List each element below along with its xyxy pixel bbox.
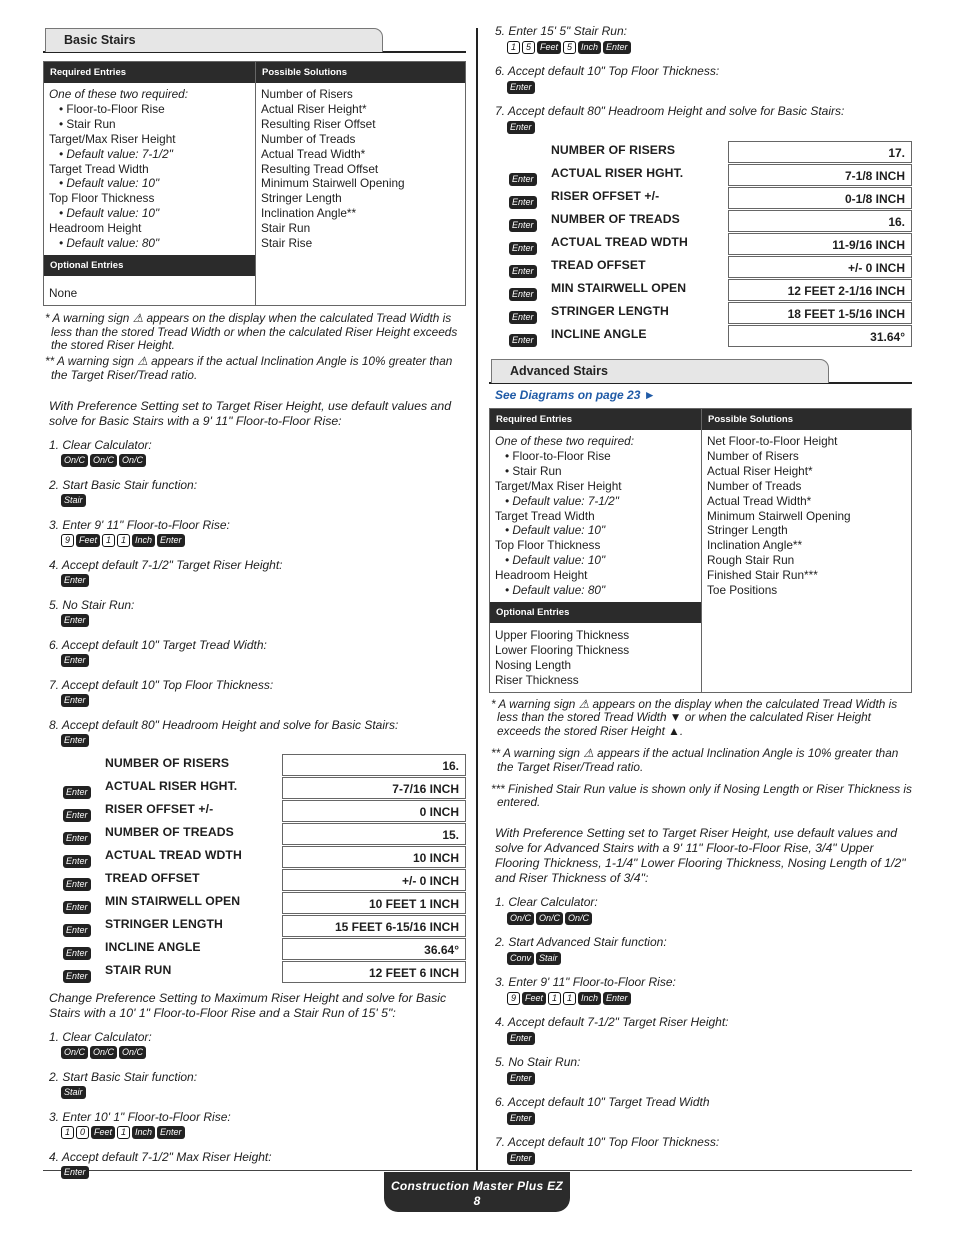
list-item: • Default value: 80": [59, 236, 160, 251]
key-stair-icon: Stair: [61, 1086, 86, 1099]
example-intro: With Preference Setting set to Target Riser Height, use default values and solve for Advanced Stairs with a 9' 11" Floor-to-Floor Rise, 3/4" Upper Flooring Thickness, 1-1/4" Lower Flooring Thickness, Nosing Length of 1/2" and Riser Thickness of 3/4":: [495, 826, 906, 886]
key-sequence: [489, 1110, 912, 1126]
section-title: Advanced Stairs: [491, 359, 829, 383]
result-label: MIN STAIRWELL OPEN: [105, 893, 241, 908]
key-inch-icon: Inch: [132, 534, 155, 547]
key-enter-icon: Enter: [507, 1152, 535, 1165]
key-enter-icon: Enter: [507, 1112, 535, 1125]
key-enter-icon: Enter: [509, 196, 537, 209]
key-1-icon: 1: [102, 534, 115, 547]
key-enter-icon: Enter: [63, 901, 91, 914]
key-enter-icon: Enter: [509, 219, 537, 232]
list-item: Number of Treads: [261, 131, 356, 146]
result-value: +/- 0 INCH: [728, 256, 912, 278]
result-label: STAIR RUN: [105, 962, 172, 977]
key-inch-icon: Inch: [132, 1126, 155, 1139]
key-onc-icon: On/C: [61, 1046, 88, 1059]
column-divider: [476, 28, 478, 1170]
key-enter-icon: Enter: [157, 1126, 185, 1139]
list-item: • Default value: 10": [59, 176, 160, 191]
result-label: ACTUAL TREAD WDTH: [551, 235, 688, 249]
result-label: TREAD OFFSET: [551, 258, 646, 272]
list-item: Stair Rise: [261, 236, 313, 251]
result-value: 7-1/8 INCH: [728, 164, 912, 186]
list-item: Finished Stair Run***: [707, 568, 818, 583]
result-value: 18 FEET 1-5/16 INCH: [728, 302, 912, 324]
list-item: Rough Stair Run: [707, 553, 795, 568]
key-enter-icon: Enter: [63, 832, 91, 845]
key-sequence: [43, 613, 466, 629]
step-text: 7. Accept default 10" Top Floor Thickness:: [49, 677, 274, 692]
result-label: NUMBER OF TREADS: [105, 824, 234, 839]
result-value: 17.: [728, 141, 912, 163]
result-label: ACTUAL TREAD WDTH: [105, 847, 242, 862]
key-sequence: [489, 1150, 912, 1166]
enter-key-wrapper: [63, 966, 91, 984]
list-item: Resulting Riser Offset: [261, 116, 376, 131]
list-item: Stair Run: [261, 221, 311, 236]
result-label: STRINGER LENGTH: [105, 916, 223, 931]
step-text: 2. Start Basic Stair function:: [49, 1069, 198, 1084]
key-enter-icon: Enter: [509, 311, 537, 324]
list-item: Minimum Stairwell Opening: [261, 176, 405, 191]
key-9-icon: 9: [61, 534, 74, 547]
list-item: Riser Thickness: [495, 672, 579, 687]
result-value: 16.: [728, 210, 912, 232]
required-entries-header: Required Entries: [44, 62, 255, 83]
step-text: 6. Accept default 10" Target Tread Width:: [49, 637, 267, 652]
footnote: ** A warning sign ⚠ appears if the actual Inclination Angle is 10% greater than the Target Riser/Tread ratio.: [491, 745, 899, 774]
list-item: • Default value: 7-1/2": [505, 493, 619, 508]
enter-key-wrapper: [63, 897, 91, 915]
results-display: [43, 753, 466, 983]
key-onc-icon: On/C: [119, 1046, 146, 1059]
list-item: Headroom Height: [495, 568, 588, 583]
list-item: Lower Flooring Thickness: [495, 642, 630, 657]
enter-key-wrapper: [509, 307, 537, 325]
example-steps: [489, 24, 912, 135]
key-onc-icon: On/C: [61, 454, 88, 467]
result-value: 7-7/16 INCH: [282, 777, 466, 799]
left-column: [43, 28, 466, 1181]
key-enter-icon: Enter: [509, 334, 537, 347]
list-item: • Default value: 10": [505, 553, 606, 568]
list-item: • Default value: 7-1/2": [59, 146, 173, 161]
footnote: * A warning sign ⚠ appears on the display when the calculated Tread Width is less than the stored Tread Width or when the calculated Riser Height exceeds the stored Riser Height.: [45, 310, 458, 353]
step-text: 5. No Stair Run:: [49, 597, 135, 612]
optional-entries-header: Optional Entries: [44, 255, 255, 276]
step-text: 3. Enter 10' 1" Floor-to-Floor Rise:: [49, 1109, 231, 1124]
step-text: 3. Enter 9' 11" Floor-to-Floor Rise:: [495, 975, 676, 990]
step-text: 1. Clear Calculator:: [49, 437, 152, 452]
list-item: Stringer Length: [261, 191, 342, 206]
result-row: [489, 301, 912, 324]
key-enter-icon: Enter: [157, 534, 185, 547]
enter-key-wrapper: [509, 261, 537, 279]
result-row: [43, 776, 466, 799]
example-intro: With Preference Setting set to Target Riser Height, use default values and solve for Basic Stairs with a 9' 11" Floor-to-Floor Rise:: [49, 398, 452, 428]
list-item: Actual Tread Width*: [707, 493, 812, 508]
result-row: [489, 278, 912, 301]
list-item: Top Floor Thickness: [495, 538, 601, 553]
enter-key-wrapper: [509, 169, 537, 187]
key-enter-icon: Enter: [603, 992, 631, 1005]
step-text: 7. Accept default 10" Top Floor Thickness:: [495, 1135, 720, 1150]
result-label: RISER OFFSET +/-: [551, 189, 660, 203]
result-label: ACTUAL RISER HGHT.: [551, 166, 684, 180]
step-text: 6. Accept default 10" Top Floor Thickness:: [495, 64, 720, 78]
key-1-icon: 1: [61, 1126, 74, 1139]
list-item: • Default value: 10": [505, 523, 606, 538]
result-label: MIN STAIRWELL OPEN: [551, 281, 687, 295]
key-enter-icon: Enter: [61, 1166, 89, 1179]
list-item: Resulting Tread Offset: [261, 161, 379, 176]
list-item: Actual Riser Height*: [261, 101, 367, 116]
key-0-icon: 0: [76, 1126, 89, 1139]
entries-table: [489, 408, 912, 693]
enter-key-wrapper: [509, 215, 537, 233]
result-row: [489, 163, 912, 186]
list-item: Top Floor Thickness: [49, 191, 155, 206]
key-1-icon: 1: [507, 41, 520, 54]
key-enter-icon: Enter: [61, 574, 89, 587]
key-onc-icon: On/C: [90, 1046, 117, 1059]
result-label: NUMBER OF TREADS: [551, 212, 680, 226]
footnote: ** A warning sign ⚠ appears if the actual Inclination Angle is 10% greater than the Target Riser/Tread ratio.: [45, 354, 453, 383]
step-text: 2. Start Advanced Stair function:: [495, 935, 667, 950]
list-item: • Floor-to-Floor Rise: [505, 448, 611, 463]
step-text: 1. Clear Calculator:: [495, 895, 598, 910]
result-row: [43, 845, 466, 868]
result-value: 0-1/8 INCH: [728, 187, 912, 209]
list-item: One of these two required:: [49, 87, 189, 101]
list-item: Target Tread Width: [495, 508, 595, 523]
required-entries-header: Required Entries: [490, 409, 701, 430]
key-sequence: [43, 653, 466, 669]
key-enter-icon: Enter: [63, 809, 91, 822]
step-text: 6. Accept default 10" Target Tread Width: [495, 1095, 710, 1110]
key-sequence: [489, 990, 912, 1006]
key-enter-icon: Enter: [509, 173, 537, 186]
enter-key-wrapper: [63, 874, 91, 892]
enter-key-wrapper: [509, 330, 537, 348]
key-enter-icon: Enter: [63, 924, 91, 937]
result-value: 10 FEET 1 INCH: [282, 892, 466, 914]
result-value: 10 INCH: [282, 846, 466, 868]
list-item: Stringer Length: [707, 523, 788, 538]
possible-solutions-list: [702, 430, 911, 602]
key-sequence: [43, 453, 466, 469]
result-value: 15.: [282, 823, 466, 845]
list-item: Number of Treads: [707, 478, 802, 493]
enter-key-wrapper: [509, 284, 537, 302]
key-enter-icon: Enter: [603, 41, 631, 54]
step-text: 7. Accept default 80" Headroom Height and solve for Basic Stairs:: [495, 104, 845, 118]
enter-key-wrapper: [63, 851, 91, 869]
result-row: [43, 753, 466, 776]
result-value: 0 INCH: [282, 800, 466, 822]
list-item: Upper Flooring Thickness: [495, 627, 630, 642]
key-5-icon: 5: [563, 41, 576, 54]
step-text: 3. Enter 9' 11" Floor-to-Floor Rise:: [49, 517, 230, 532]
key-sequence: [43, 493, 466, 509]
step-text: 4. Accept default 7-1/2" Max Riser Height:: [49, 1149, 272, 1164]
key-sequence: [43, 533, 466, 549]
key-enter-icon: Enter: [509, 265, 537, 278]
enter-key-wrapper: [63, 805, 91, 823]
key-feet-icon: Feet: [522, 992, 546, 1005]
key-feet-icon: Feet: [537, 41, 561, 54]
list-item: Net Floor-to-Floor Height: [707, 434, 838, 448]
result-label: STRINGER LENGTH: [551, 304, 669, 318]
key-feet-icon: Feet: [76, 534, 100, 547]
result-label: INCLINE ANGLE: [105, 939, 201, 954]
footnote: *** Finished Stair Run value is shown only if Nosing Length or Riser Thickness is entered.: [491, 781, 912, 810]
key-enter-icon: Enter: [61, 694, 89, 707]
key-enter-icon: Enter: [61, 654, 89, 667]
key-enter-icon: Enter: [63, 855, 91, 868]
key-enter-icon: Enter: [507, 121, 535, 134]
result-row: [489, 186, 912, 209]
key-stair-icon: Stair: [536, 952, 561, 965]
list-item: None: [49, 285, 78, 300]
section-header-basic-stairs: [43, 28, 466, 53]
step-text: 5. No Stair Run:: [495, 1055, 581, 1070]
key-sequence: [43, 1085, 466, 1101]
list-item: Number of Risers: [261, 87, 353, 101]
key-stair-icon: Stair: [61, 494, 86, 507]
step-text: 8. Accept default 80" Headroom Height and solve for Basic Stairs:: [49, 717, 399, 732]
key-onc-icon: On/C: [90, 454, 117, 467]
required-entries-list: [44, 83, 255, 255]
step-text: 4. Accept default 7-1/2" Target Riser Height:: [495, 1015, 729, 1030]
result-row: [43, 960, 466, 983]
key-enter-icon: Enter: [61, 734, 89, 747]
result-row: [43, 937, 466, 960]
result-label: NUMBER OF RISERS: [105, 755, 230, 770]
list-item: Inclination Angle**: [261, 206, 357, 221]
enter-key-wrapper: [63, 943, 91, 961]
list-item: Inclination Angle**: [707, 538, 803, 553]
enter-key-wrapper: [509, 192, 537, 210]
enter-key-wrapper: [63, 782, 91, 800]
example-steps: [43, 1030, 466, 1181]
product-title: Construction Master Plus EZ: [390, 1179, 564, 1193]
list-item: Toe Positions: [707, 583, 778, 598]
key-sequence: [43, 573, 466, 589]
key-5-icon: 5: [522, 41, 535, 54]
result-value: 12 FEET 6 INCH: [282, 961, 466, 983]
enter-key-wrapper: [63, 828, 91, 846]
list-item: • Stair Run: [505, 463, 562, 478]
right-column: [489, 24, 912, 1166]
result-row: [43, 822, 466, 845]
entries-table: [43, 61, 466, 306]
footnote: * A warning sign ⚠ appears on the display when the calculated Tread Width is less than the stored Tread Width ▼ or when the calculated Riser Height exceeds the stored Riser Height ▲.: [491, 696, 898, 739]
key-sequence: [43, 1125, 466, 1141]
result-label: TREAD OFFSET: [105, 870, 200, 885]
list-item: Actual Tread Width*: [261, 146, 366, 161]
list-item: Nosing Length: [495, 657, 572, 672]
key-sequence: [489, 39, 912, 55]
key-enter-icon: Enter: [509, 242, 537, 255]
list-item: One of these two required:: [495, 434, 635, 448]
key-conv-icon: Conv: [507, 952, 534, 965]
key-sequence: [489, 1030, 912, 1046]
result-value: 16.: [282, 754, 466, 776]
section-title: Basic Stairs: [45, 28, 383, 52]
result-label: NUMBER OF RISERS: [551, 143, 676, 157]
page-number: 8: [473, 1194, 481, 1208]
result-row: [489, 255, 912, 278]
result-label: INCLINE ANGLE: [551, 327, 647, 341]
key-1-icon: 1: [548, 992, 561, 1005]
result-value: 36.64°: [282, 938, 466, 960]
key-9-icon: 9: [507, 992, 520, 1005]
result-row: [43, 868, 466, 891]
key-enter-icon: Enter: [63, 970, 91, 983]
list-item: • Default value: 10": [59, 206, 160, 221]
key-sequence: [43, 693, 466, 709]
example-intro: Change Preference Setting to Maximum Riser Height and solve for Basic Stairs with a 10' 1" Floor-to-Floor Rise and a Stair Run of 15' 5":: [49, 990, 447, 1020]
result-value: 31.64°: [728, 325, 912, 347]
list-item: Headroom Height: [49, 221, 142, 236]
key-onc-icon: On/C: [536, 912, 563, 925]
key-sequence: [43, 1045, 466, 1061]
enter-key-wrapper: [63, 920, 91, 938]
key-enter-icon: Enter: [61, 614, 89, 627]
list-item: Target Tread Width: [49, 161, 149, 176]
key-enter-icon: Enter: [509, 288, 537, 301]
diagrams-link[interactable]: See Diagrams on page 23 ►: [495, 388, 656, 402]
possible-solutions-header: Possible Solutions: [702, 409, 911, 430]
optional-entries-list: [44, 276, 255, 305]
example-steps: [43, 438, 466, 749]
example-steps: [489, 895, 912, 1166]
key-enter-icon: Enter: [507, 1032, 535, 1045]
key-1-icon: 1: [117, 1126, 130, 1139]
result-row: [43, 799, 466, 822]
possible-solutions-header: Possible Solutions: [256, 62, 465, 83]
step-text: 5. Enter 15' 5" Stair Run:: [495, 24, 627, 38]
key-sequence: [43, 733, 466, 749]
result-label: RISER OFFSET +/-: [105, 801, 214, 816]
list-item: Number of Risers: [707, 448, 799, 463]
result-row: [489, 140, 912, 163]
key-onc-icon: On/C: [565, 912, 592, 925]
result-row: [43, 891, 466, 914]
result-value: 11-9/16 INCH: [728, 233, 912, 255]
step-text: 4. Accept default 7-1/2" Target Riser Height:: [49, 557, 283, 572]
enter-key-wrapper: [509, 238, 537, 256]
key-1-icon: 1: [117, 534, 130, 547]
list-item: • Floor-to-Floor Rise: [59, 101, 165, 116]
key-enter-icon: Enter: [63, 878, 91, 891]
results-display: [489, 140, 912, 347]
key-sequence: [489, 1070, 912, 1086]
key-enter-icon: Enter: [63, 947, 91, 960]
step-text: 2. Start Basic Stair function:: [49, 477, 198, 492]
key-enter-icon: Enter: [507, 81, 535, 94]
required-entries-list: [490, 430, 701, 602]
section-header-advanced-stairs: [489, 359, 912, 384]
page-footer: [384, 1172, 570, 1212]
key-sequence: [489, 79, 912, 95]
list-item: Actual Riser Height*: [707, 463, 813, 478]
result-row: [43, 914, 466, 937]
result-value: 12 FEET 2-1/16 INCH: [728, 279, 912, 301]
result-row: [489, 324, 912, 347]
optional-entries-list: [490, 623, 701, 692]
key-onc-icon: On/C: [507, 912, 534, 925]
key-enter-icon: Enter: [507, 1072, 535, 1085]
list-item: Minimum Stairwell Opening: [707, 508, 851, 523]
step-text: 1. Clear Calculator:: [49, 1029, 152, 1044]
list-item: • Stair Run: [59, 116, 116, 131]
list-item: • Default value: 80": [505, 583, 606, 598]
list-item: Target/Max Riser Height: [49, 131, 176, 146]
result-value: +/- 0 INCH: [282, 869, 466, 891]
key-enter-icon: Enter: [63, 786, 91, 799]
key-feet-icon: Feet: [91, 1126, 115, 1139]
result-value: 15 FEET 6-15/16 INCH: [282, 915, 466, 937]
possible-solutions-list: [256, 83, 465, 255]
list-item: Target/Max Riser Height: [495, 478, 622, 493]
key-inch-icon: Inch: [578, 41, 601, 54]
key-onc-icon: On/C: [119, 454, 146, 467]
result-row: [489, 232, 912, 255]
optional-entries-header: Optional Entries: [490, 602, 701, 623]
key-sequence: [489, 119, 912, 135]
key-sequence: [489, 910, 912, 926]
result-row: [489, 209, 912, 232]
result-label: ACTUAL RISER HGHT.: [105, 778, 238, 793]
key-sequence: [489, 950, 912, 966]
key-inch-icon: Inch: [578, 992, 601, 1005]
key-1-icon: 1: [563, 992, 576, 1005]
